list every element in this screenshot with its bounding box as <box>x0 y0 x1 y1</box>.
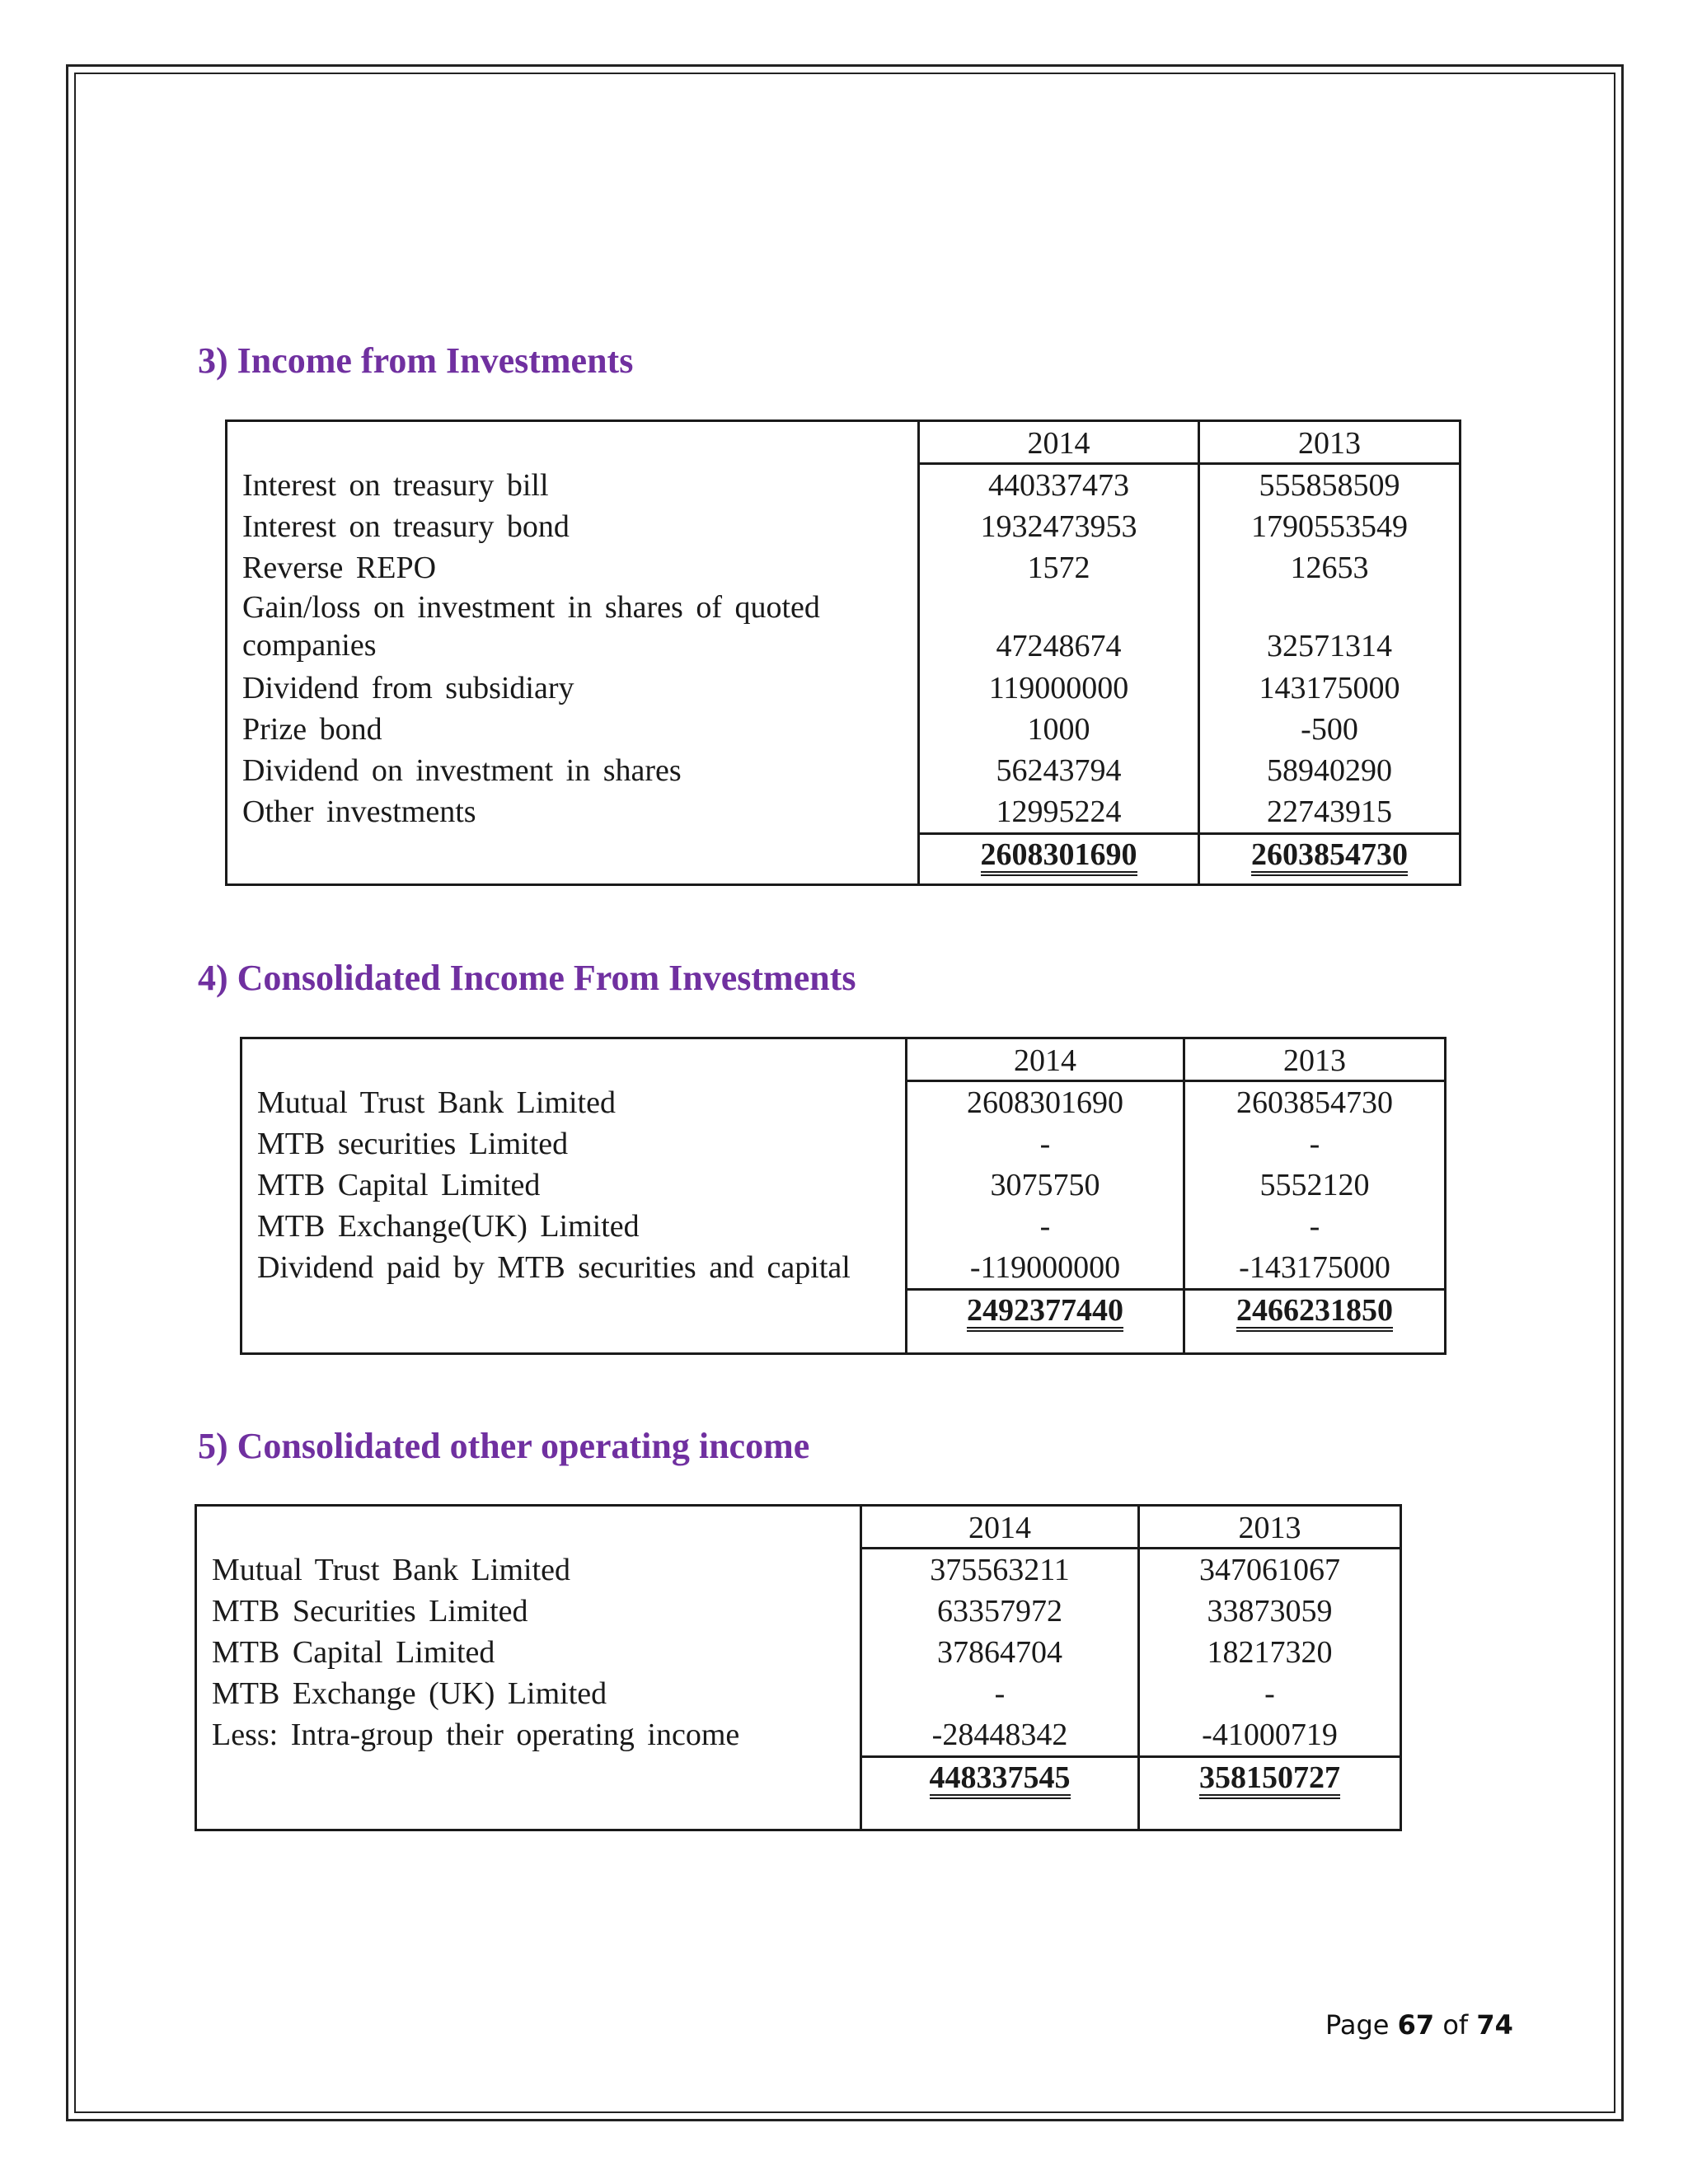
column-header: 2014 <box>920 422 1198 465</box>
value-cell: 56243794 <box>996 753 1122 788</box>
value-cell: 3075750 <box>990 1168 1100 1202</box>
value-cell: 119000000 <box>988 671 1129 705</box>
value-cell: 5552120 <box>1259 1168 1370 1202</box>
total-value: 2466231850 <box>1236 1294 1393 1332</box>
column-header: 2014 <box>862 1507 1137 1549</box>
value-cell: -119000000 <box>969 1250 1121 1285</box>
page-number <box>1325 2009 1513 2041</box>
row-labels <box>257 1082 851 1288</box>
row-label: MTB Capital Limited <box>257 1168 541 1202</box>
value-cell: 143175000 <box>1259 671 1400 705</box>
row-label: Dividend paid by MTB securities and capital <box>257 1250 851 1285</box>
total-cell <box>862 1755 1137 1799</box>
column-2013 <box>1137 1507 1400 1829</box>
value-cell: 1790553549 <box>1251 509 1408 544</box>
value-cell: 1000 <box>1027 712 1090 747</box>
row-label: MTB Securities Limited <box>212 1594 528 1629</box>
value-cell: 22743915 <box>1267 794 1392 829</box>
value-cell: - <box>1309 1127 1320 1161</box>
value-cell: 1572 <box>1027 551 1090 585</box>
value-cell: - <box>1309 1209 1320 1244</box>
row-label: MTB Capital Limited <box>212 1635 495 1670</box>
total-value: 2608301690 <box>981 838 1137 876</box>
row-label: Dividend on investment in shares <box>242 753 682 788</box>
total-value: 2492377440 <box>967 1294 1123 1332</box>
row-label: Prize bond <box>242 712 382 747</box>
value-cell: 555858509 <box>1259 468 1400 503</box>
row-label: MTB securities Limited <box>257 1127 569 1161</box>
total-cell <box>920 832 1198 876</box>
value-cell: - <box>1039 1127 1051 1161</box>
value-cell: 63357972 <box>937 1594 1062 1629</box>
row-label: Less: Intra-group their operating income <box>212 1718 740 1752</box>
column-2014 <box>917 422 1198 883</box>
value-cell: - <box>994 1676 1006 1711</box>
value-cell: -41000719 <box>1202 1718 1338 1752</box>
value-cell: -500 <box>1301 712 1358 747</box>
value-cell: - <box>1264 1676 1275 1711</box>
value-cell: -143175000 <box>1239 1250 1390 1285</box>
total-cell <box>1185 1288 1444 1332</box>
column-2013 <box>1183 1039 1444 1352</box>
page-of: of <box>1434 2009 1477 2041</box>
row-label: Gain/loss on investment in shares of quoted companies <box>242 590 820 663</box>
row-label: Reverse REPO <box>242 551 437 585</box>
row-labels <box>242 465 869 832</box>
column-2013 <box>1198 422 1459 883</box>
row-label: Mutual Trust Bank Limited <box>257 1085 616 1120</box>
column-header: 2013 <box>1185 1039 1444 1082</box>
value-cell: 375563211 <box>930 1553 1070 1587</box>
total-value: 448337545 <box>930 1761 1071 1799</box>
column-2014 <box>860 1507 1137 1829</box>
row-label: Other investments <box>242 794 476 829</box>
value-cell: 58940290 <box>1267 753 1392 788</box>
value-cell: - <box>1039 1209 1051 1244</box>
total-cell <box>1140 1755 1400 1799</box>
row-label: Interest on treasury bill <box>242 468 549 503</box>
column-header: 2013 <box>1140 1507 1400 1549</box>
row-label: Dividend from subsidiary <box>242 671 574 705</box>
section-title-consolidated-income-from-investments: 4) Consolidated Income From Investments <box>198 958 856 998</box>
value-cell: 18217320 <box>1207 1635 1333 1670</box>
value-cell: 347061067 <box>1199 1553 1340 1587</box>
total-value: 2603854730 <box>1251 838 1408 876</box>
consolidated-other-income-table <box>195 1504 1402 1831</box>
value-cell: 32571314 <box>1267 629 1392 663</box>
section-title-income-from-investments: 3) Income from Investments <box>198 340 634 381</box>
section-title-consolidated-other-operating-income: 5) Consolidated other operating income <box>198 1426 810 1466</box>
value-cell: 12995224 <box>996 794 1122 829</box>
value-cell: 1932473953 <box>980 509 1137 544</box>
consolidated-income-table <box>240 1037 1447 1355</box>
page-prefix: Page <box>1325 2009 1398 2041</box>
value-cell: -28448342 <box>931 1718 1068 1752</box>
column-2014 <box>905 1039 1183 1352</box>
value-cell: 440337473 <box>988 468 1129 503</box>
value-cell: 2603854730 <box>1236 1085 1393 1120</box>
value-cell: 33873059 <box>1207 1594 1333 1629</box>
income-from-investments-table <box>225 419 1461 886</box>
total-pages: 74 <box>1476 2009 1513 2041</box>
total-cell <box>1200 832 1459 876</box>
row-label: Mutual Trust Bank Limited <box>212 1553 570 1587</box>
column-header: 2013 <box>1200 422 1459 465</box>
row-label: Interest on treasury bond <box>242 509 570 544</box>
value-cell: 12653 <box>1290 551 1369 585</box>
value-cell: 2608301690 <box>967 1085 1123 1120</box>
row-label: MTB Exchange (UK) Limited <box>212 1676 607 1711</box>
row-label: MTB Exchange(UK) Limited <box>257 1209 640 1244</box>
value-cell: 37864704 <box>937 1635 1062 1670</box>
column-header: 2014 <box>907 1039 1183 1082</box>
current-page: 67 <box>1397 2009 1435 2041</box>
total-cell <box>907 1288 1183 1332</box>
total-value: 358150727 <box>1199 1761 1340 1799</box>
value-cell: 47248674 <box>996 629 1122 663</box>
row-labels <box>212 1549 739 1755</box>
